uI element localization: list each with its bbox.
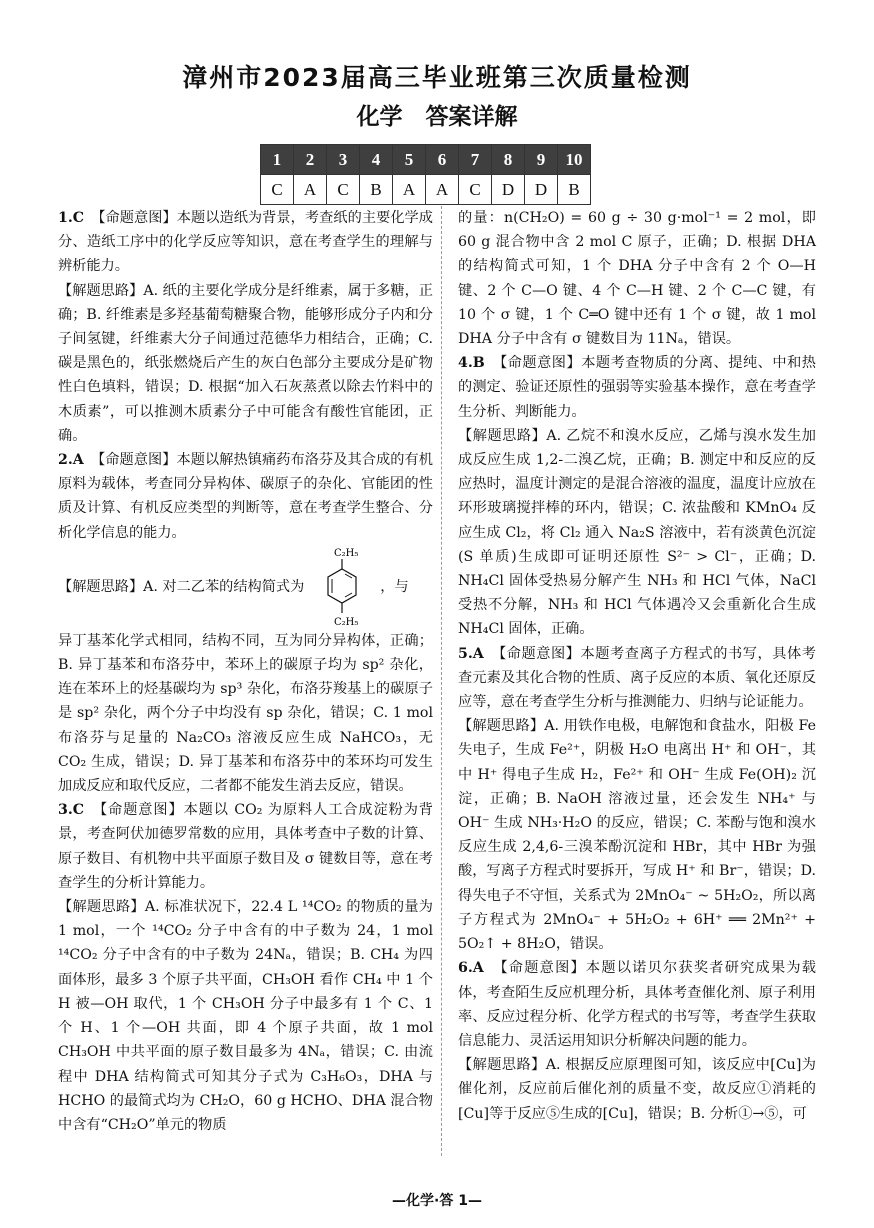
question-2-number: 2.A (58, 452, 84, 469)
answer-cell: C (261, 175, 294, 205)
question-3-solution: 【解题思路】A. 标准状况下，22.4 L ¹⁴CO₂ 的物质的量为 1 mol，一个 ¹⁴CO₂ 分子中含有的中子数为 24，1 mol ¹⁴CO₂ 分子中含有的中子数为 24Nₐ，错误；B. CH₄ 为四面体形，最多 3 个原子共平面，CH₃OH 看作 CH₄ 中 1 个 H 被—OH 取代，1 个 CH₃OH 分子中最多有 1 个 C、1 个 H、1 个—OH 共面，即 4 个原子共面，故 1 mol CH₃OH 中共平面的原子数目最多为 4Nₐ，错误；C. 由流程中 DHA 结构简式可知其分子式为 C₃H₆O₃，DHA 与 HCHO 的最简式均为 CH₂O，60 g HCHO、DHA 混合物中含有“CH₂O”单元的物质 (58, 899, 433, 1133)
ring-double-bond (345, 593, 352, 597)
question-number-cell: 9 (525, 145, 558, 175)
question-3-intent-text: 【命题意图】本题以 CO₂ 为原料人工合成淀粉为背景，考查阿伏加德罗常数的应用，具体考查中子数的计算、原子数目、有机物中共平面原子数目及 σ 键数目等，意在考查学生的分析计算能力。 (58, 802, 433, 891)
question-2-solution (58, 545, 433, 629)
question-number-cell: 1 (261, 145, 294, 175)
answer-table-answer-row (261, 175, 591, 205)
question-2-solution-rest: 异丁基苯化学式相同，结构不同，互为同分异构体，正确；B. 异丁基苯和布洛芬中，苯环上的碳原子均为 sp² 杂化，连在苯环上的烃基碳均为 sp³ 杂化，布洛芬羧基上的碳原子是 sp² 杂化，两个分子中均没有 sp 杂化，错误；C. 1 mol 布洛芬与足量的 Na₂CO₃ 溶液反应生成 NaHCO₃，无 CO₂ 生成，错误；D. 异丁基苯和布洛芬中的苯环均可发生加成反应和取代反应，二者都不能发生消去反应，错误。 (58, 632, 433, 795)
question-6-number: 6.A (458, 960, 484, 977)
answer-cell: B (558, 175, 591, 205)
answer-cell: B (360, 175, 393, 205)
answer-cell: A (294, 175, 327, 205)
question-5-solution: 【解题思路】A. 用铁作电极，电解饱和食盐水，阳极 Fe 失电子，生成 Fe²⁺，阴极 H₂O 电离出 H⁺ 和 OH⁻，其中 H⁺ 得电子生成 H₂，Fe²⁺ 和 OH⁻ 生成 Fe(OH)₂ 沉淀，正确；B. NaOH 溶液过量，还会发生 NH₄⁺ 与 OH⁻ 生成 NH₃·H₂O 的反应，错误；C. 苯酚与饱和溴水反应生成 2,4,6-三溴苯酚沉淀和 HBr，其中 HBr 为强酸，写离子方程式时要拆开，写成 H⁺ 和 Br⁻，错误；D. 得失电子不守恒，关系式为 2MnO₄⁻ ~ 5H₂O₂，所以离子方程式为 2MnO₄⁻ + 5H₂O₂ + 6H⁺ ══ 2Mn²⁺ + 5O₂↑ + 8H₂O，错误。 (458, 718, 816, 953)
question-5-number: 5.A (458, 645, 484, 662)
question-number-cell: 2 (294, 145, 327, 175)
question-2-solution-lead: 【解题思路】A. 对二乙苯的结构简式为 (58, 578, 305, 595)
question-3-solution-continued: 的量：n(CH₂O) = 60 g ÷ 30 g·mol⁻¹ = 2 mol，即 60 g 混合物中含 2 mol C 原子，正确；D. 根据 DHA 的结构简式可知，1 个 DHA 分子中含有 2 个 O—H 键、2 个 C—O 键、4 个 C—H 键、2 个 C—C 键，有 10 个 σ 键，1 个 C═O 键中还有 1 个 σ 键，故 1 mol DHA 分子中含有 σ 键数目为 11Nₐ，错误。 (458, 210, 816, 348)
question-3-number: 3.C (58, 802, 85, 819)
answer-cell: D (525, 175, 558, 205)
question-number-cell: 4 (360, 145, 393, 175)
question-5-intent (458, 642, 816, 715)
question-4-solution: 【解题思路】A. 乙烷不和溴水反应，乙烯与溴水发生加成反应生成 1,2-二溴乙烷，正确；B. 测定中和反应的反应热时，温度计测定的是混合溶液的温度，温度计应放在环形玻璃搅拌棒的环内，错误；C. 浓盐酸和 KMnO₄ 反应生成 Cl₂，将 Cl₂ 通入 Na₂S 溶液中，若有淡黄色沉淀(S 单质)生成即可证明还原性 S²⁻ > Cl⁻，正确；D. NH₄Cl 固体受热易分解产生 NH₃ 和 HCl 气体，NaCl 受热不分解，NH₃ 和 HCl 气体遇冷又会重新化合生成 NH₄Cl 固体，正确。 (458, 427, 816, 638)
page-subtitle: 化学 答案详解 (356, 104, 518, 130)
structure-bottom-substituent: C₂H₅ (334, 616, 359, 628)
question-1-intent (58, 206, 433, 279)
question-6-solution: 【解题思路】A. 根据反应原理图可知，该反应中[Cu]为催化剂，反应前后催化剂的质量不变，故反应①消耗的[Cu]等于反应⑤生成的[Cu]，错误；B. 分析①→⑤，可 (458, 1057, 816, 1122)
question-number-cell: 6 (426, 145, 459, 175)
question-2-solution-comma: ，与 (380, 578, 409, 595)
question-number-cell: 5 (393, 145, 426, 175)
answer-cell: C (459, 175, 492, 205)
question-3-intent (58, 798, 433, 895)
question-1-intent-text: 【命题意图】本题以造纸为背景，考查纸的主要化学成分、造纸工序中的化学反应等知识，意在考查学生的理解与辨析能力。 (58, 210, 433, 275)
question-6-intent (458, 956, 816, 1053)
column-divider (441, 206, 442, 1156)
question-1-solution: 【解题思路】A. 纸的主要化学成分是纤维素，属于多糖，正确；B. 纤维素是多羟基葡萄糖聚合物，能够形成分子内和分子间氢键，纤维素大分子间通过范德华力相结合，正确；C. 碳是黑色的，纸张燃烧后产生的灰白色部分主要成分是矿物性白色填料，错误；D. 根据“加入石灰蒸煮以除去竹料中的木质素”，可以推测木质素分子中可能含有酸性官能团，正确。 (58, 282, 433, 444)
page-title: 漳州市2023届高三毕业班第三次质量检测 (182, 63, 692, 92)
left-column (58, 206, 433, 1137)
question-4-intent (458, 351, 816, 424)
right-column (458, 206, 816, 1126)
answer-cell: D (492, 175, 525, 205)
answer-table (260, 144, 591, 205)
question-6-intent-text: 【命题意图】本题以诺贝尔获奖者研究成果为载体，考查陌生反应机理分析，具体考查催化剂、原子利用率、反应过程分析、化学方程式的书写等，考查学生获取信息能力、灵活运用知识分析解决问题的能力。 (458, 960, 816, 1049)
answer-cell: C (327, 175, 360, 205)
question-number-cell: 7 (459, 145, 492, 175)
question-2-intent (58, 448, 433, 545)
answer-cell: A (393, 175, 426, 205)
answer-table-header-row (261, 145, 591, 175)
question-1-number: 1.C (58, 210, 85, 226)
question-4-intent-text: 【命题意图】本题考查物质的分离、提纯、中和热的测定、验证还原性的强弱等实验基本操作，意在考查学生分析、判断能力。 (458, 355, 816, 420)
question-2-intent-text: 【命题意图】本题以解热镇痛药布洛芬及其合成的有机原料为载体，考查同分异构体、碳原子的杂化、官能团的性质及计算、有机反应类型的判断等，意在考查学生整合、分析化学信息的能力。 (58, 452, 433, 541)
question-number-cell: 10 (558, 145, 591, 175)
diethylbenzene-structure (312, 545, 372, 629)
page-footer: —化学·答 1— (392, 1193, 482, 1209)
question-5-intent-text: 【命题意图】本题考查离子方程式的书写，具体考查元素及其化合物的性质、离子反应的本质、氧化还原反应等，意在考查学生分析与推测能力、归纳与论证能力。 (458, 645, 816, 711)
question-number-cell: 3 (327, 145, 360, 175)
answer-cell: A (426, 175, 459, 205)
question-number-cell: 8 (492, 145, 525, 175)
question-4-number: 4.B (458, 355, 485, 372)
structure-top-substituent: C₂H₅ (334, 547, 359, 559)
